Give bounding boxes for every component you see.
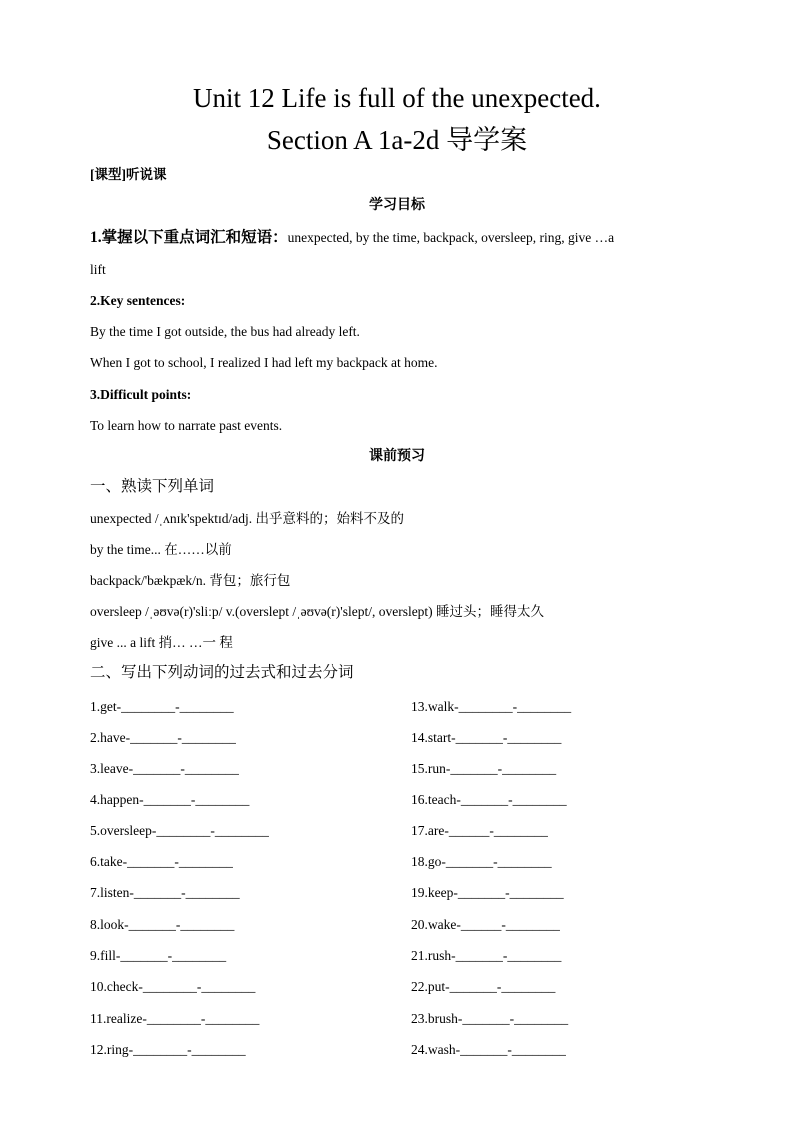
exercise-item: 2.have-_______-________: [90, 730, 236, 745]
exercise-item: 6.take-_______-________: [90, 854, 233, 869]
lesson-type: [课型]听说课: [90, 167, 167, 182]
vocab-item: by the time... 在……以前: [90, 542, 232, 557]
exercise-item: 9.fill-_______-________: [90, 948, 227, 963]
exercise-item: 13.walk-________-________: [411, 699, 572, 714]
exercise-item: 7.listen-_______-________: [90, 885, 240, 900]
vocab-item: unexpected /ˌʌnɪk'spektɪd/adj. 出乎意料的；始料不及的: [90, 511, 405, 526]
objective-1-text: unexpected, by the time, backpack, oversleep, ring, give …a: [287, 230, 615, 245]
exercise-item: 17.are-______-________: [411, 823, 548, 838]
objective-1-label: 1.掌握以下重点词汇和短语：: [90, 229, 288, 246]
exercise-item: 20.wake-______-________: [411, 917, 560, 932]
exercise-item: 10.check-________-________: [90, 979, 256, 994]
exercise-item: 1.get-________-________: [90, 699, 234, 714]
exercise-item: 15.run-_______-________: [411, 761, 557, 776]
section-2-heading: 二、写出下列动词的过去式和过去分词: [90, 664, 354, 681]
exercise-item: 12.ring-________-________: [90, 1042, 246, 1057]
difficult-points-text: To learn how to narrate past events.: [90, 418, 283, 433]
exercise-item: 8.look-_______-________: [90, 917, 235, 932]
vocab-item: oversleep /ˌəʊvə(r)'sliːp/ v.(overslept /ˌəʊvə(r)'slept/, overslept) 睡过头；睡得太久: [90, 604, 545, 619]
exercise-item: 4.happen-_______-________: [90, 792, 250, 807]
objective-1-continued: lift: [90, 262, 106, 277]
exercise-item: 22.put-_______-________: [411, 979, 556, 994]
key-sentence-1: By the time I got outside, the bus had already left.: [90, 324, 360, 339]
difficult-points-label: 3.Difficult points:: [90, 387, 192, 402]
exercise-item: 3.leave-_______-________: [90, 761, 239, 776]
objectives-heading: 学习目标: [369, 198, 425, 213]
exercise-item: 18.go-_______-________: [411, 854, 552, 869]
key-sentences-label: 2.Key sentences:: [90, 293, 186, 308]
exercise-item: 21.rush-_______-________: [411, 948, 562, 963]
section-1-heading: 一、熟读下列单词: [90, 478, 215, 495]
exercise-item: 24.wash-_______-________: [411, 1042, 566, 1057]
exercise-item: 19.keep-_______-________: [411, 885, 564, 900]
vocab-item: give ... a lift 捎… …一 程: [90, 635, 233, 650]
objective-1: [90, 229, 614, 247]
exercise-item: 23.brush-_______-________: [411, 1011, 569, 1026]
exercise-item: 5.oversleep-________-________: [90, 823, 269, 838]
vocab-item: backpack/'bækpæk/n. 背包；旅行包: [90, 573, 291, 588]
title-line-1: Unit 12 Life is full of the unexpected.: [193, 83, 601, 113]
exercise-item: 14.start-_______-________: [411, 730, 562, 745]
title-line-2: Section A 1a-2d 导学案: [266, 125, 528, 155]
exercise-item: 11.realize-________-________: [90, 1011, 260, 1026]
preview-heading: 课前预习: [369, 449, 425, 464]
key-sentence-2: When I got to school, I realized I had left my backpack at home.: [90, 355, 438, 370]
exercise-item: 16.teach-_______-________: [411, 792, 567, 807]
